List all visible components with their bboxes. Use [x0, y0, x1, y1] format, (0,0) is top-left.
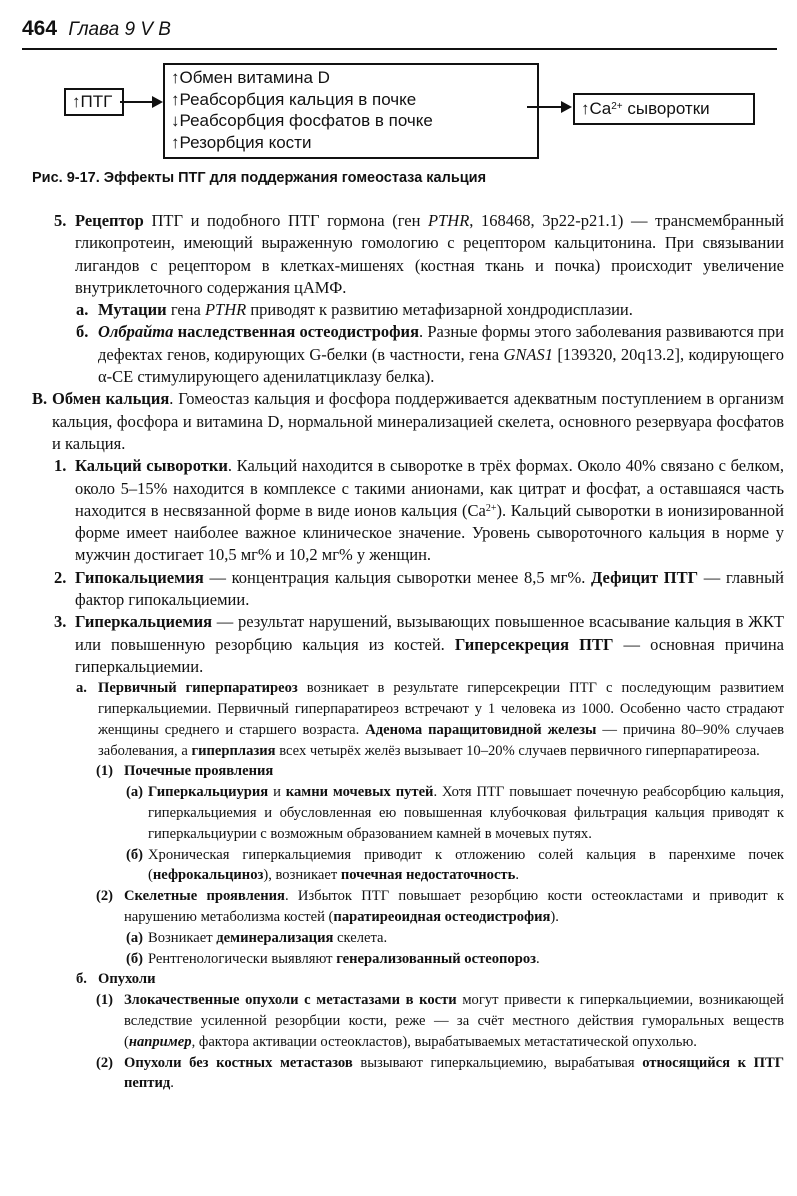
gene-name: GNAS1: [503, 344, 553, 364]
serum-calcium-prefix: ↑Ca: [581, 99, 612, 118]
text-run: возникает в результате гиперсекреции ПТГ с последующим развитием гиперкальциемии. Первичный гиперпаратиреоз встречают у 1 человека из 1000. Особенно часто страдают женщины среднего и старшего возраста.: [98, 680, 785, 738]
item-marker: В.: [32, 389, 48, 409]
item-marker: (а): [126, 929, 144, 946]
text-run: приводят к развитию метафизарной хондродисплазии.: [246, 300, 633, 320]
item-marker: 2.: [54, 567, 67, 587]
bold-term: Аденома паращитовидной железы: [365, 721, 597, 738]
text-run: . Избыток ПТГ повышает резорбцию кости остеокластами и приводит к нарушению метаболизма костей (: [124, 888, 784, 925]
bold-term: Опухоли без костных метастазов: [124, 1054, 353, 1071]
section-3a-primary-hyperparathyroidism: [32, 678, 784, 761]
item-marker: (1): [96, 992, 114, 1009]
serum-calcium-sup: 2+: [611, 101, 623, 112]
section-3a2b-osteoporosis: [32, 949, 784, 970]
bold-italic-term: например: [128, 1033, 192, 1050]
section-5-receptor: [32, 210, 784, 299]
pth-effects-diagram: [0, 60, 797, 160]
arrow-right-head: [561, 101, 572, 113]
serum-calcium-suffix: сыворотки: [622, 99, 710, 118]
item-marker: (б): [126, 846, 144, 863]
arrow-right-line: [527, 106, 562, 108]
bold-term: Злокачественные опухоли с метастазами в кости: [124, 992, 457, 1009]
text-run: могут привести к гиперкальциемии, возникающей вследствие усиленной резорбции кости, реже — за счёт местного действия гуморальных веществ (: [124, 992, 784, 1050]
bold-term: Кальций сыворотки: [75, 456, 228, 476]
effects-box: [163, 63, 539, 159]
bold-term: Обмен кальция: [52, 389, 170, 409]
bold-term: Первичный гиперпаратиреоз: [98, 680, 298, 697]
bold-term: Скелетные проявления: [124, 888, 285, 905]
text-run: скелета.: [333, 929, 388, 946]
page-number: 464: [22, 17, 58, 40]
bold-term: Гиперсекреция ПТГ: [454, 634, 614, 654]
bold-term: Рецептор: [75, 211, 144, 230]
arrow-left-head: [152, 96, 163, 108]
effect-item: ↑Резорбция кости: [171, 132, 312, 152]
section-3b1-metastatic-tumors: [32, 990, 784, 1052]
bold-term: Гиперкальциурия: [148, 784, 269, 801]
section-5b-albright: [32, 321, 784, 388]
item-marker: (2): [96, 888, 114, 905]
bold-term: нефрокальциноз: [152, 867, 264, 884]
caption-text: Эффекты ПТГ для поддержания гомеостаза кальция: [103, 170, 487, 186]
bold-term: Опухоли: [98, 971, 156, 988]
text-run: ).: [550, 909, 559, 925]
text-run: .: [515, 867, 519, 884]
text-run: , фактора активации остеокластов), вырабатываемых метастатической опухолью.: [191, 1033, 697, 1050]
text-run: . Разные формы этого заболевания развиваются при дефектах генов, кодирующих G-белки (в частности, гена: [98, 322, 784, 364]
text-run: и: [268, 784, 286, 801]
text-run: Возникает: [148, 929, 217, 946]
gene-name: PTHR: [428, 211, 470, 230]
gene-name: PTHR: [204, 300, 247, 320]
section-3a1-renal: [32, 761, 784, 782]
text-run: .: [170, 1075, 174, 1092]
section-3a1b-nephrocalcinosis: [32, 845, 784, 887]
section-2-hypocalcemia: [32, 567, 784, 612]
item-marker: (б): [126, 950, 144, 967]
item-marker: 1.: [54, 456, 67, 476]
text-run: . Хотя ПТГ повышает почечную реабсорбцию кальция, гиперкальциемия и обусловленная ею повышенная клубочковая фильтрация кальция приводят к гиперкальциурии с возможным образованием камней в мочевых путях.: [148, 784, 784, 842]
section-3a2-skeletal: [32, 886, 784, 928]
section-3a2a-demineralization: [32, 928, 784, 949]
item-marker: а.: [76, 300, 89, 320]
text-run: гена: [166, 300, 205, 320]
text-run: .: [536, 950, 540, 967]
text-run: — причина 80–90% случаев заболевания, а: [98, 721, 784, 759]
section-1-serum-calcium: [32, 455, 784, 566]
section-3b2-non-metastatic-tumors: [32, 1053, 784, 1095]
bold-term: почечная недостаточность: [340, 867, 516, 884]
bold-term: Почечные проявления: [124, 763, 274, 780]
text-run: — основная причина гиперкальциемии.: [75, 634, 784, 676]
section-3-hypercalcemia: [32, 611, 784, 678]
text-run: всех четырёх желёз вызывает 10–20% случаев первичного гиперпаратиреоза.: [275, 742, 760, 759]
serum-calcium-box: [573, 93, 755, 125]
section-title: V В: [140, 19, 171, 40]
item-marker: 5.: [54, 211, 67, 230]
section-V-calcium-metabolism: [32, 388, 784, 455]
section-5a-mutations: [32, 299, 784, 321]
effect-item: ↑Реабсорбция кальция в почке: [171, 89, 417, 109]
text-run: — результат нарушений, вызывающих повышенное всасывание кальция в ЖКТ или повышенную резорбцию кальция из костей.: [75, 612, 784, 654]
item-marker: (2): [96, 1054, 114, 1071]
text-run: ПТГ и подобного ПТГ гормона (ген: [143, 211, 429, 230]
bold-term: Мутации: [98, 300, 167, 320]
bold-term: генерализованный остеопороз: [336, 950, 536, 967]
bold-term: гиперплазия: [191, 742, 276, 759]
bold-term: Гипокальциемия: [75, 567, 204, 587]
effect-item: ↓Реабсорбция фосфатов в почке: [171, 111, 433, 130]
item-marker: 3.: [54, 612, 67, 632]
bold-italic-term: Олбрайта: [98, 322, 174, 342]
caption-label: Рис. 9-17.: [32, 170, 100, 186]
superscript: 2+: [485, 502, 497, 514]
effect-item: ↑Обмен витамина D: [171, 68, 330, 87]
text-run: Хроническая гиперкальциемия приводит к отложению солей кальция в паренхиме почек (: [148, 846, 784, 884]
main-text: [32, 210, 784, 1094]
bold-term: Гиперкальциемия: [75, 612, 213, 632]
bold-term: камни мочевых путей: [285, 784, 434, 801]
text-run: ). Кальций сыворотки в ионизированной форме имеет наиболее важное клиническое значение. Уровень сывороточного кальция в норме у мужчин достигает 10,5 мг% и 10,2 мг% у женщин.: [75, 500, 784, 565]
text-run: . Кальций находится в сыворотке в трёх формах. Около 40% связано с белком, около 5–15% находится в комплексе с такими анионами, как цитрат и фосфат, а оставшаяся часть находится в несвязанной форме в виде ионов кальция (Ca: [75, 456, 784, 520]
text-run: [139320, 20q13.2], кодирующего α-CE стимулирующего аденилатциклазу белка).: [98, 344, 784, 387]
bold-term: деминерализация: [216, 929, 334, 946]
bold-term: наследственная остеодистрофия: [173, 322, 419, 342]
arrow-left-line: [120, 101, 153, 103]
item-marker: б.: [76, 971, 87, 988]
item-marker: (а): [126, 784, 144, 801]
pth-box: ↑ПТГ: [64, 88, 124, 116]
text-run: Рентгенологически выявляют: [148, 950, 337, 967]
bold-term: паратиреоидная остеодистрофия: [333, 909, 551, 925]
item-marker: (1): [96, 763, 114, 780]
bold-term: Дефицит ПТГ: [591, 567, 699, 587]
bold-term: относящийся к ПТГ пептид: [124, 1054, 784, 1092]
text-run: — концентрация кальция сыворотки менее 8,5 мг%.: [203, 567, 591, 587]
text-run: , 168468, 3p22-p21.1) — трансмембранный гликопротеин, имеющий выраженную гомологию с рецептором кальцитонина. При связывании лигандов с рецептором в клетках-мишенях (костная ткань и почка) происходит увеличение внутриклеточного содержания цАМФ.: [75, 211, 784, 297]
text-run: . Гомеостаз кальция и фосфора поддерживается адекватным поступлением в организм кальция, фосфора и витамина D, нормальной минерализацией скелета, основного резервуара фосфатов и кальция.: [52, 389, 784, 453]
item-marker: б.: [76, 322, 89, 342]
item-marker: а.: [76, 680, 87, 697]
section-3a1a-hypercalciuria: [32, 782, 784, 844]
text-run: вызывают гиперкальциемию, вырабатывая: [352, 1054, 643, 1071]
text-run: — главный фактор гипокальциемии.: [75, 567, 785, 610]
text-run: ), возникает: [263, 867, 341, 884]
page-header: [22, 14, 777, 50]
chapter-title: Глава 9: [68, 19, 136, 40]
figure-caption: [32, 170, 486, 186]
section-3b-tumors: [32, 969, 784, 990]
